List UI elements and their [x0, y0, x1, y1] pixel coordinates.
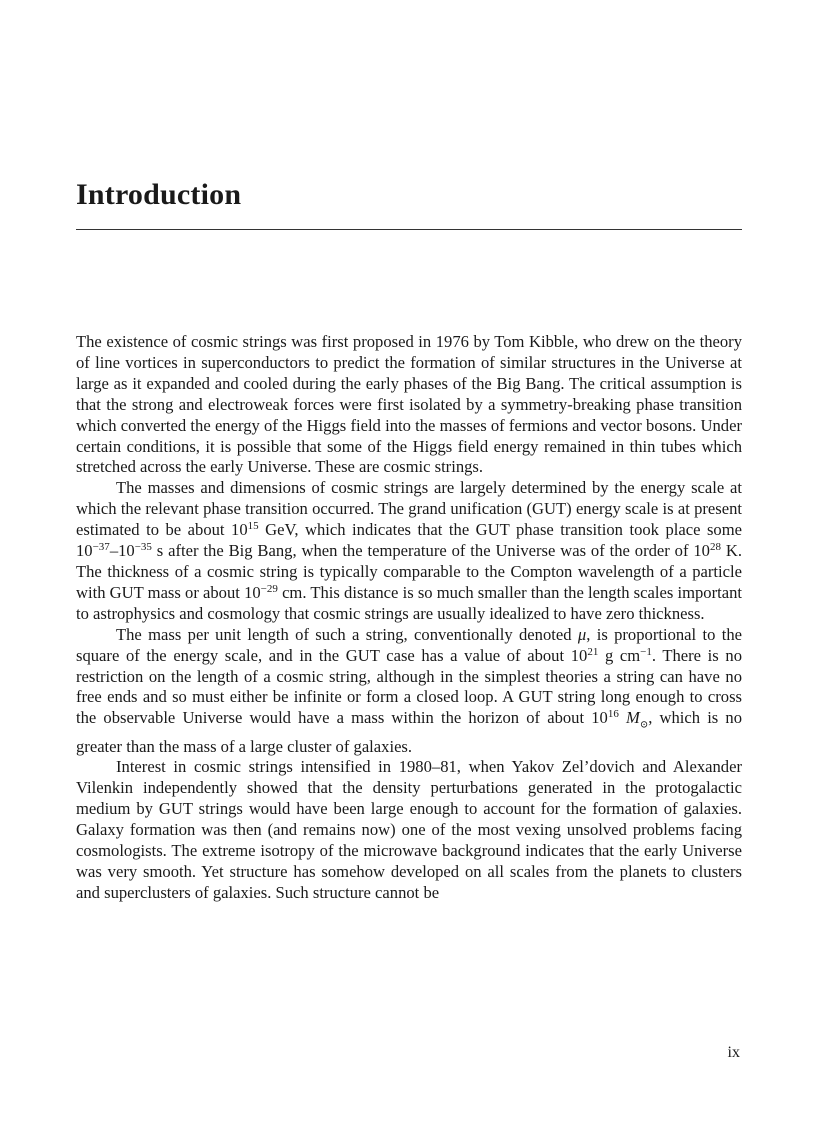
- title-rule: [76, 229, 742, 230]
- paragraph-2: [76, 478, 742, 624]
- p2-sup-1: 15: [247, 520, 259, 533]
- p2-text-6: cm. This distance is so much smaller than the length scales important to astrophysics and cosmology that cosmic strings are usually idealized to have zero thickness.: [76, 582, 742, 623]
- p3-text-5: , which is no greater than the mass of a large cluster of galaxies.: [76, 708, 743, 756]
- body-text: [76, 332, 742, 904]
- p3-sup-2: −1: [640, 645, 652, 658]
- paragraph-1: The existence of cosmic strings was first proposed in 1976 by Tom Kibble, who drew on the theory of line vortices in superconductors to predict the formation of similar structures in the Universe at large as it expanded and cooled during the early phases of the Big Bang. The critical assumption is that the strong and electroweak forces were first isolated by a symmetry-breaking phase transition which converted the energy of the Higgs field into the masses of fermions and vector bosons. Under certain conditions, it is possible that some of the Higgs field energy remained in thin tubes which stretched across the early Universe. These are cosmic strings.: [76, 332, 742, 477]
- p2-text-1: The masses and dimensions of cosmic strings are largely determined by the energy scale at which the relevant phase transition occurred. The grand unification (GUT) energy scale is at present estimated to be about 10: [76, 478, 742, 540]
- p2-text-3: –10: [109, 541, 135, 561]
- p2-sup-2: −37: [92, 541, 110, 554]
- p3-text-4: . There is no restriction on the length of a cosmic string, although in the simplest theories a string can have no free ends and so must either be infinite or form a closed loop. A GUT string long enough to cross the observable Universe would have a mass within the horizon of about 10: [76, 645, 742, 728]
- p2-text-4: s after the Big Bang, when the temperature of the Universe was of the order of 10: [151, 541, 710, 561]
- p3-text-3: g cm: [598, 645, 641, 665]
- p3-sup-1: 21: [587, 645, 599, 658]
- p2-sup-5: −29: [260, 582, 278, 595]
- chapter-title: Introduction: [76, 178, 242, 211]
- paragraph-3: [76, 625, 742, 758]
- p2-sup-4: 28: [709, 541, 721, 554]
- paragraph-4: Interest in cosmic strings intensified in 1980–81, when Yakov Zel’dovich and Alexander Vilenkin independently showed that the density perturbations generated in the protogalactic medium by GUT strings would have been large enough to account for the formation of galaxies. Galaxy formation was then (and remains now) one of the most vexing unsolved problems facing cosmologists. The extreme isotropy of the microwave background indicates that the early Universe was very smooth. Yet structure has somehow developed on all scales from the planets to clusters and superclusters of galaxies. Such structure cannot be: [76, 757, 742, 902]
- p2-sup-3: −35: [134, 541, 152, 554]
- page-number: ix: [727, 1044, 740, 1061]
- mu-symbol: μ: [577, 624, 587, 644]
- sun-symbol: ⊙: [639, 719, 649, 731]
- p3-text-1: The mass per unit length of such a string, conventionally denoted: [116, 624, 578, 644]
- p3-text-2: , is proportional to the square of the energy scale, and in the GUT case has a value of about 10: [76, 624, 742, 665]
- p2-text-2: GeV, which indicates that the GUT phase transition took place some 10: [76, 520, 742, 561]
- solar-mass-symbol: M: [625, 708, 640, 728]
- p2-text-5: K. The thickness of a cosmic string is typically comparable to the Compton wavelength of a particle with GUT mass or about 10: [76, 541, 742, 602]
- p3-sup-3: 16: [607, 708, 619, 721]
